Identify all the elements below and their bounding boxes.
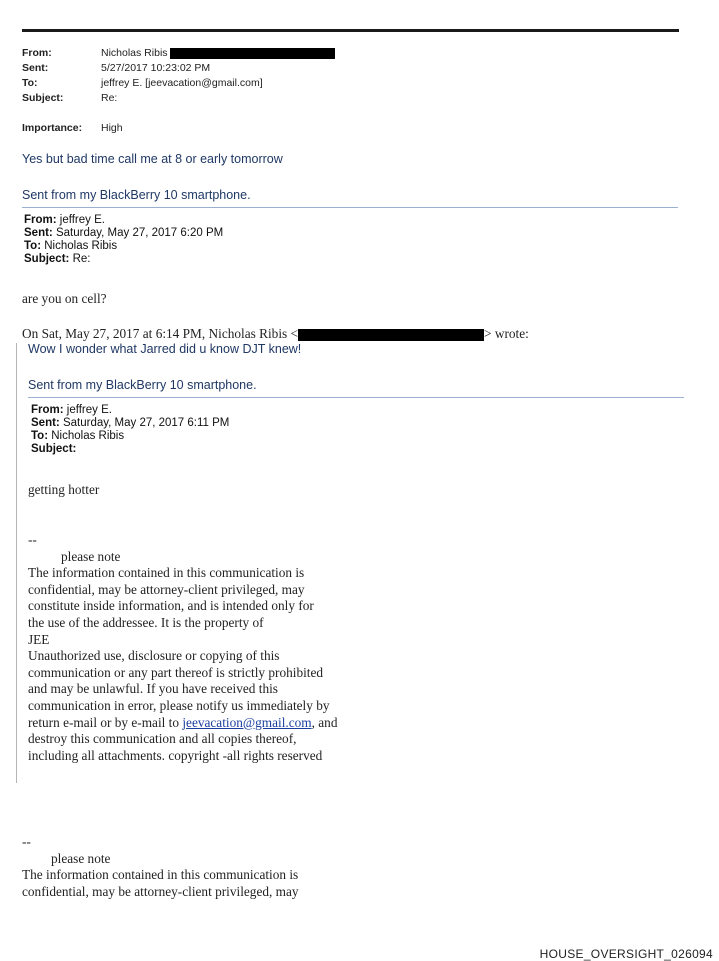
fwd1-from-label: From: [24,214,57,226]
fwd1-to-label: To: [24,240,42,252]
forward-header-1 [24,214,223,266]
forward-header-2 [31,404,229,456]
disclaimer-line: The information contained in this communication is [22,867,299,883]
reply2-body: Wow I wonder what Jarred did u know DJT knew! [28,342,302,356]
disclaimer-line: The information contained in this communication is [28,565,305,581]
importance-value: High [101,122,123,134]
disclaimer-dashes: -- [22,834,31,849]
fwd1-from-value: jeffrey E. [59,214,105,226]
disclaimer-line: confidential, may be attorney-client privileged, may [22,883,299,899]
fwd2-to-value: Nicholas Ribis [51,430,125,442]
top-rule [22,29,679,32]
quote-bar [16,343,17,783]
subject-value: Re: [101,92,118,104]
divider [22,207,678,208]
fwd1-subject-value: Re: [72,253,91,265]
fwd1-sent-value: Saturday, May 27, 2017 6:20 PM [55,227,224,239]
sent-value: 5/27/2017 10:23:02 PM [101,62,211,74]
disclaimer-link-line: return e-mail or by e-mail to jeevacation@gmail.com, and [28,714,338,730]
from-label: From: [22,47,52,59]
disclaimer-note: please note [51,850,111,866]
disclaimer-line: and may be unlawful. If you have received this [28,681,278,697]
disclaimer-note: please note [61,548,121,564]
importance-label: Importance: [22,122,83,134]
disclaimer-line: communication in error, please notify us immediately by [28,697,330,713]
fwd2-from-value: jeffrey E. [66,404,112,416]
fwd1-sent-label: Sent: [24,227,53,239]
disclaimer-2 [22,834,299,900]
disclaimer-line: constitute inside information, and is intended only for [28,598,314,614]
disclaimer-1 [28,532,337,764]
disclaimer-line: Unauthorized use, disclosure or copying of this [28,648,280,664]
msg3-body: getting hotter [28,482,100,497]
sent-label: Sent: [22,62,49,74]
disclaimer-dashes: -- [28,532,37,547]
fwd2-sent-value: Saturday, May 27, 2017 6:11 PM [62,417,230,429]
from-value: Nicholas Ribis [101,46,335,61]
reply1-signature: Sent from my BlackBerry 10 smartphone. [22,188,251,202]
disclaimer-line: JEE [28,631,50,647]
disclaimer-line: confidential, may be attorney-client privileged, may [28,581,305,597]
to-label: To: [22,77,38,89]
disclaimer-line: the use of the addressee. It is the property of [28,614,264,630]
reply2-signature: Sent from my BlackBerry 10 smartphone. [28,378,257,392]
email-link[interactable]: jeevacation@gmail.com [182,714,312,730]
fwd2-subject-label: Subject: [31,443,77,455]
reply1-body: Yes but bad time call me at 8 or early tomorrow [22,152,283,166]
fwd2-sent-label: Sent: [31,417,60,429]
bates-number: HOUSE_OVERSIGHT_026094 [539,947,713,961]
divider [28,397,684,398]
subject-label: Subject: [22,92,64,104]
disclaimer-line: communication or any part thereof is strictly prohibited [28,664,324,680]
fwd2-to-label: To: [31,430,49,442]
fwd2-from-label: From: [31,404,64,416]
disclaimer-line: including all attachments. copyright -all rights reserved [28,747,323,763]
redaction-box [298,329,484,341]
msg2-body: are you on cell? [22,291,107,306]
to-value: jeffrey E. [jeevacation@gmail.com] [101,77,263,89]
disclaimer-line: destroy this communication and all copies thereof, [28,731,297,747]
fwd1-to-value: Nicholas Ribis [44,240,118,252]
fwd1-subject-label: Subject: [24,253,70,265]
quote-intro: On Sat, May 27, 2017 at 6:14 PM, Nicholas Ribis < > wrote: [22,326,529,341]
redaction-box [170,48,335,59]
